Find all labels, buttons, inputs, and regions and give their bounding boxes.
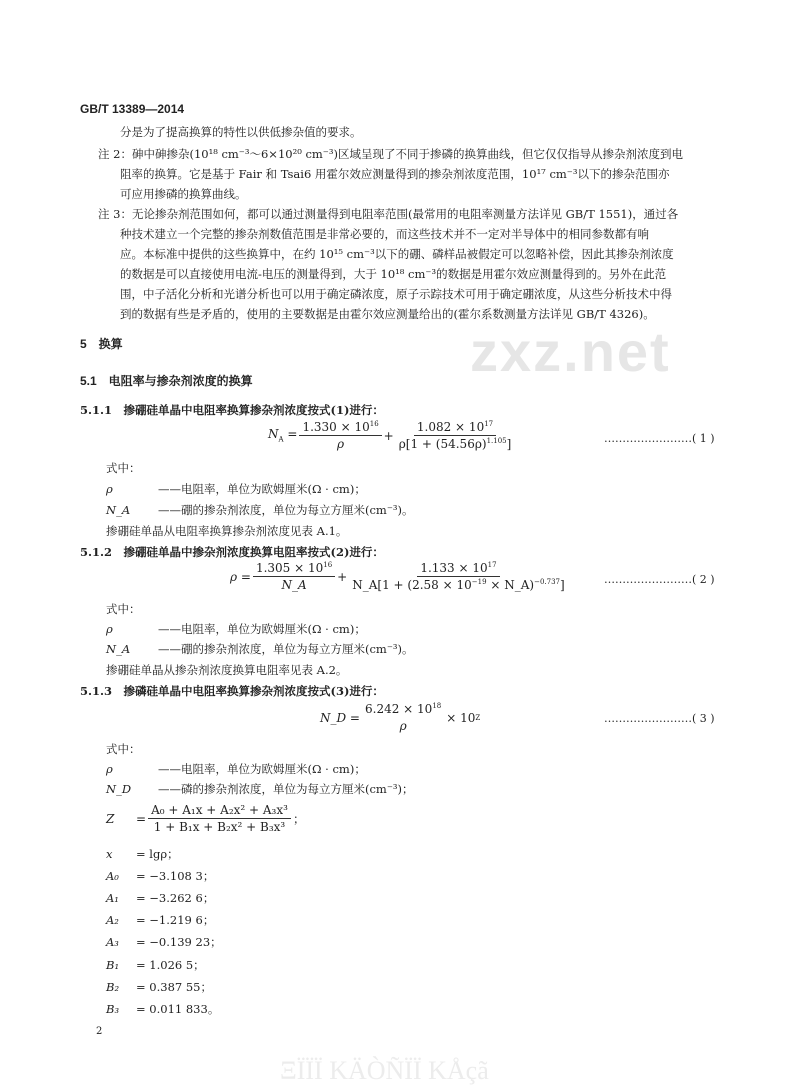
constant-def: A₂ = −1.219 6； <box>106 913 215 927</box>
equation-number-2: ……………………( 2 ) <box>604 573 715 586</box>
equation-2: ρ = $\frac{1.305 \times 10^{16}}{N\_A}$ + $\frac{1.133 \times 10^{17}}{N\_A[1 + (2.58 \times 10^{-19} \times N\_A)^{-0.737}]}$ <box>230 561 565 592</box>
constant-def: A₁ = −3.262 6； <box>106 891 215 905</box>
variable-def: ρ ——电阻率，单位为欧姆厘米(Ω · cm)； <box>106 762 366 776</box>
constant-def: B₁ = 1.026 5； <box>106 958 205 972</box>
section-5-heading: 5 换算 <box>80 337 123 351</box>
note3-line: 的数据是可以直接使用电流-电压的测量得到，大于 10¹⁸ cm⁻³的数据是用霍尔效应测量得到的。另外在此范 <box>120 267 667 281</box>
note3-line: 围，中子活化分析和光谱分析也可以用于确定磷浓度，原子示踪技术可用于确定硼浓度，从这些分析技术中得 <box>120 287 672 301</box>
note2-line: 阻率的换算。它是基于 Fair 和 Tsai6 用霍尔效应测量得到的掺杂剂浓度范围，10¹⁷ cm⁻³以下的掺杂范围亦 <box>120 167 670 181</box>
variable-def: N_A ——硼的掺杂剂浓度，单位为每立方厘米(cm⁻³)。 <box>106 503 414 517</box>
constant-def: B₃ = 0.011 833。 <box>106 1002 220 1016</box>
footer-watermark: ΞÏÏÏ KÄÒÑÏÏ KÅçã <box>280 1056 489 1085</box>
table-reference: 掺硼硅单晶从掺杂剂浓度换算电阻率见表 A.2。 <box>106 663 348 677</box>
variable-def: ρ ——电阻率，单位为欧姆厘米(Ω · cm)； <box>106 622 366 636</box>
note2-line: 可应用掺磷的换算曲线。 <box>120 187 247 201</box>
constant-def: B₂ = 0.387 55； <box>106 980 213 994</box>
variable-def: N_A ——硼的掺杂剂浓度，单位为每立方厘米(cm⁻³)。 <box>106 642 414 656</box>
variable-def: ρ ——电阻率，单位为欧姆厘米(Ω · cm)； <box>106 482 366 496</box>
z-definition: Z = $\frac{\text{A₀ + A₁x + A₂x² + A₃x³}}{\text{1 + B₁x + B₂x² + B₃x³}}$ ； <box>106 803 305 834</box>
standard-header: GB/T 13389—2014 <box>80 102 185 116</box>
section-5-1-2-title: 5.1.2 掺硼硅单晶中掺杂剂浓度换算电阻率按式(2)进行： <box>80 545 384 559</box>
intro-line: 分是为了提高换算的特性以供低掺杂值的要求。 <box>120 125 362 139</box>
page-number: 2 <box>96 1026 103 1037</box>
note3-line: 注 3：无论掺杂剂范围如何，都可以通过测量得到电阻率范围(最常用的电阻率测量方法详见 GB/T 1551)，通过各 <box>98 207 679 221</box>
note2-line: 注 2：砷中砷掺杂(10¹⁸ cm⁻³～6×10²⁰ cm⁻³)区域呈现了不同于掺磷的换算曲线，但它仅仅指导从掺杂剂浓度到电 <box>98 147 683 161</box>
constant-def: A₃ = −0.139 23； <box>106 935 222 949</box>
where-label: 式中： <box>106 461 141 475</box>
constant-def: A₀ = −3.108 3； <box>106 869 215 883</box>
note3-line: 种技术建立一个完整的掺杂剂数值范围是非常必要的，而这些技术并不一定对半导体中的相同参数都有响 <box>120 227 649 241</box>
equation-1: $N_A$ = $\frac{1.330 \times 10^{16}}{\rho}$ + $\frac{1.082 \times 10^{17}}{\rho[1 + (54.56\rho)^{1.105}]}$ <box>268 420 512 451</box>
variable-def: N_D ——磷的掺杂剂浓度，单位为每立方厘米(cm⁻³)； <box>106 782 414 796</box>
note3-line: 应。本标准中提供的这些换算中，在约 10¹⁵ cm⁻³以下的硼、磷样品被假定可以忽略补偿，因此其掺杂剂浓度 <box>120 247 674 261</box>
equation-3: N_D = $\frac{6.242 \times 10^{18}}{\rho}$ × 10 Z <box>320 702 481 733</box>
where-label: 式中： <box>106 742 141 756</box>
equation-number-1: ……………………( 1 ) <box>604 432 715 445</box>
section-5-1-1-title: 5.1.1 掺硼硅单晶中电阻率换算掺杂剂浓度按式(1)进行： <box>80 403 384 417</box>
constant-def: x = lgρ； <box>106 847 179 861</box>
where-label: 式中： <box>106 602 141 616</box>
table-reference: 掺硼硅单晶从电阻率换算掺杂剂浓度见表 A.1。 <box>106 524 348 538</box>
note3-line: 到的数据有些是矛盾的，使用的主要数据是由霍尔效应测量给出的(霍尔系数测量方法详见 GB/T 4326)。 <box>120 307 655 321</box>
equation-number-3: ……………………( 3 ) <box>604 712 715 725</box>
section-5-1-3-title: 5.1.3 掺磷硅单晶中电阻率换算掺杂剂浓度按式(3)进行： <box>80 684 384 698</box>
section-5-1-heading: 5.1 电阻率与掺杂剂浓度的换算 <box>80 374 253 388</box>
watermark: zxz.net <box>470 320 671 383</box>
